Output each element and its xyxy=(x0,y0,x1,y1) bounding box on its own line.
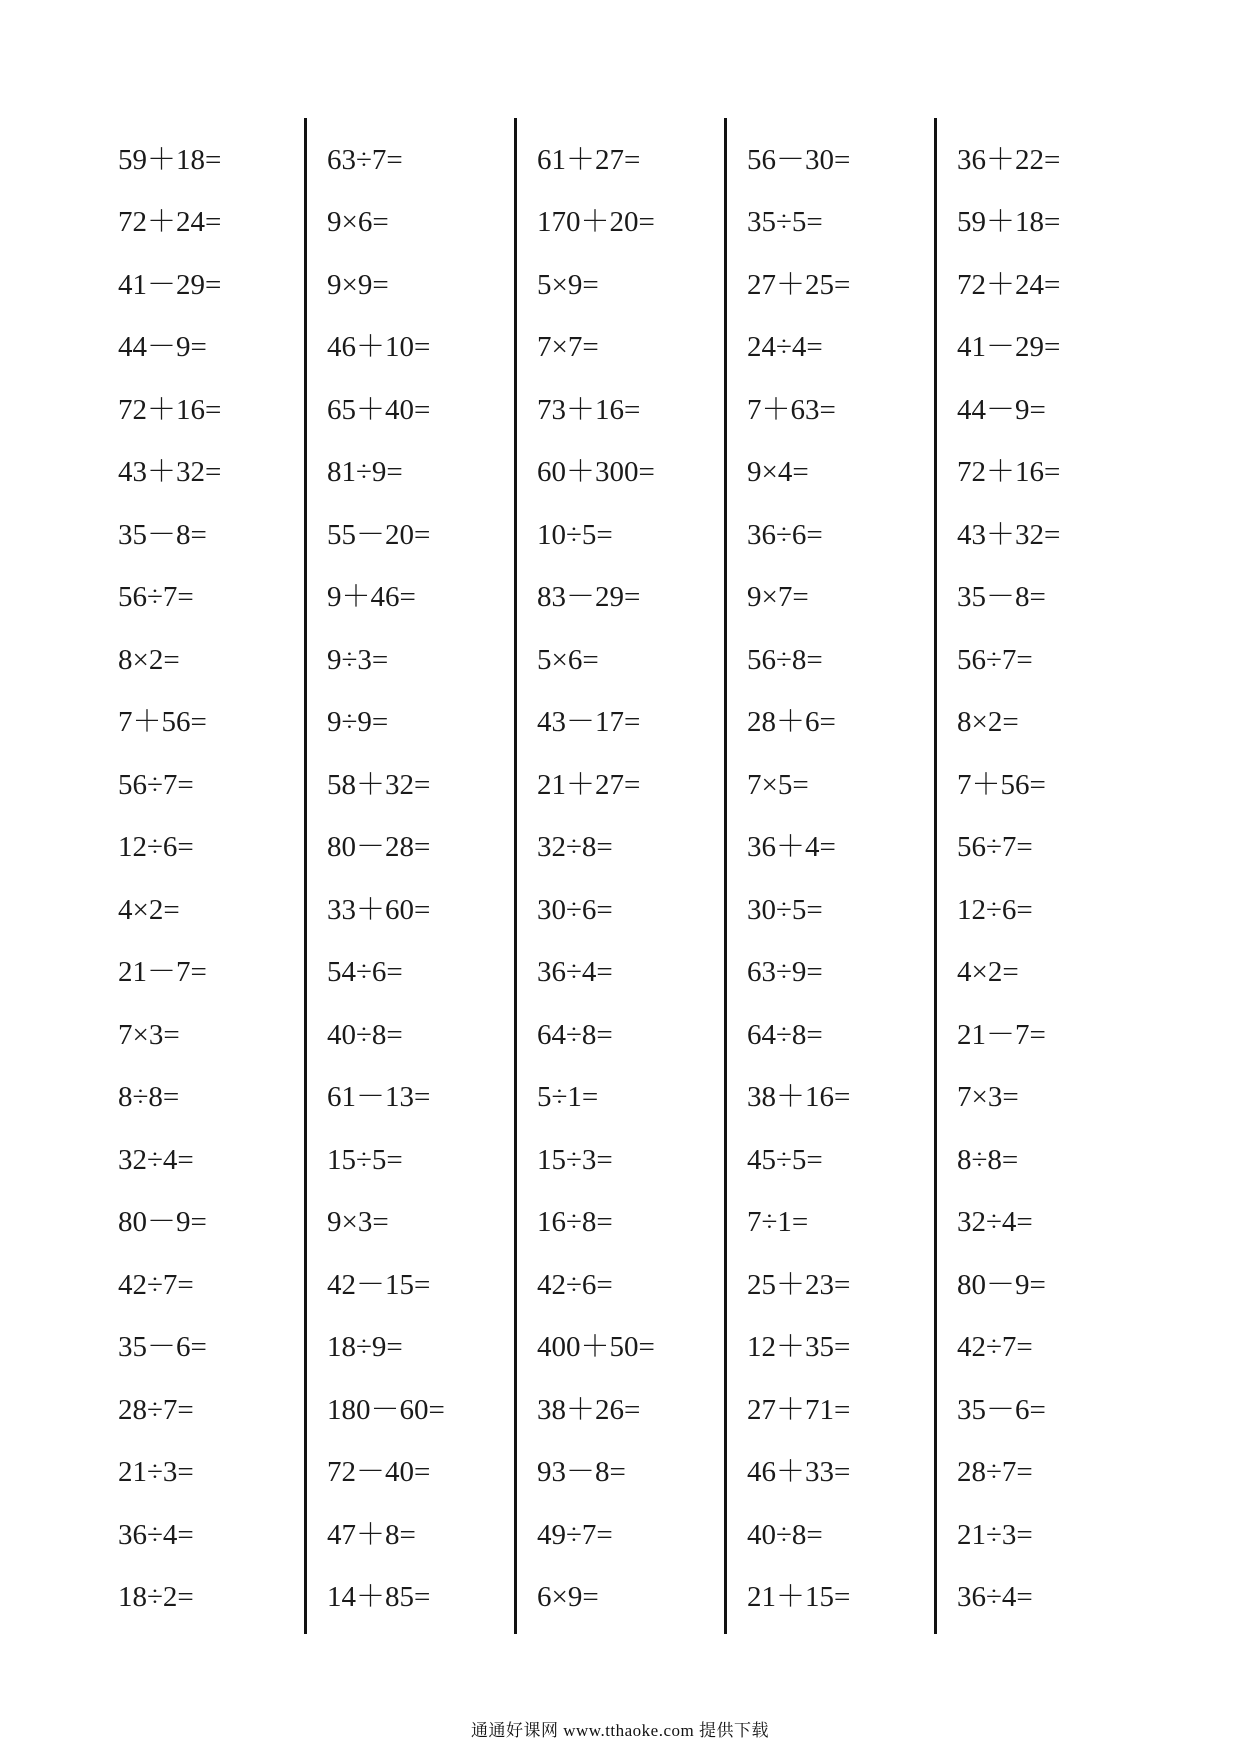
problem: 83－29= xyxy=(537,581,641,613)
problem: 43＋32= xyxy=(118,456,222,488)
problem: 47＋8= xyxy=(327,1519,416,1551)
problem: 42÷7= xyxy=(118,1269,194,1301)
problem: 61＋27= xyxy=(537,144,641,176)
problem: 15÷3= xyxy=(537,1144,613,1176)
problem: 41－29= xyxy=(118,269,222,301)
problem: 44－9= xyxy=(957,394,1046,426)
problem: 16÷8= xyxy=(537,1206,613,1238)
problem: 9×6= xyxy=(327,206,389,238)
problem: 35－8= xyxy=(957,581,1046,613)
problem: 72＋16= xyxy=(118,394,222,426)
problem: 56÷7= xyxy=(957,644,1033,676)
problem: 12÷6= xyxy=(957,894,1033,926)
problem: 93－8= xyxy=(537,1456,626,1488)
problem: 27＋25= xyxy=(747,269,851,301)
problem: 9×4= xyxy=(747,456,809,488)
problem: 9÷3= xyxy=(327,644,389,676)
problem: 15÷5= xyxy=(327,1144,403,1176)
problem: 64÷8= xyxy=(747,1019,823,1051)
problem: 30÷5= xyxy=(747,894,823,926)
problem: 55－20= xyxy=(327,519,431,551)
problem: 9×9= xyxy=(327,269,389,301)
problem: 21÷3= xyxy=(957,1519,1033,1551)
problem: 72＋24= xyxy=(118,206,222,238)
problem: 28÷7= xyxy=(957,1456,1033,1488)
problem: 58＋32= xyxy=(327,769,431,801)
problem: 72＋24= xyxy=(957,269,1061,301)
problem: 8÷8= xyxy=(957,1144,1019,1176)
problem: 36＋22= xyxy=(957,144,1061,176)
problem: 10÷5= xyxy=(537,519,613,551)
problem: 40÷8= xyxy=(747,1519,823,1551)
problem: 7×3= xyxy=(957,1081,1019,1113)
problem: 9×7= xyxy=(747,581,809,613)
column-divider xyxy=(304,118,307,1634)
problem: 36÷4= xyxy=(957,1581,1033,1613)
problem: 36÷4= xyxy=(537,956,613,988)
problem: 45÷5= xyxy=(747,1144,823,1176)
problem: 40÷8= xyxy=(327,1019,403,1051)
problem: 36＋4= xyxy=(747,831,836,863)
problem: 170＋20= xyxy=(537,206,655,238)
problem: 5×9= xyxy=(537,269,599,301)
problem: 400＋50= xyxy=(537,1331,655,1363)
column-divider xyxy=(514,118,517,1634)
problem: 56÷7= xyxy=(118,581,194,613)
problem: 7＋56= xyxy=(118,706,207,738)
problem: 28＋6= xyxy=(747,706,836,738)
problem: 7＋56= xyxy=(957,769,1046,801)
problem: 59＋18= xyxy=(118,144,222,176)
problem: 21－7= xyxy=(118,956,207,988)
problem: 180－60= xyxy=(327,1394,445,1426)
problem: 9＋46= xyxy=(327,581,416,613)
column-divider xyxy=(934,118,937,1634)
problem: 27＋71= xyxy=(747,1394,851,1426)
problem: 65＋40= xyxy=(327,394,431,426)
problem: 12÷6= xyxy=(118,831,194,863)
problem: 7×3= xyxy=(118,1019,180,1051)
problem: 14＋85= xyxy=(327,1581,431,1613)
problem: 28÷7= xyxy=(118,1394,194,1426)
problem: 38＋16= xyxy=(747,1081,851,1113)
column-divider xyxy=(724,118,727,1634)
problem: 46＋33= xyxy=(747,1456,851,1488)
problem: 7×5= xyxy=(747,769,809,801)
problem: 59＋18= xyxy=(957,206,1061,238)
problem: 80－9= xyxy=(957,1269,1046,1301)
problem: 36÷6= xyxy=(747,519,823,551)
problem: 81÷9= xyxy=(327,456,403,488)
problem: 9÷9= xyxy=(327,706,389,738)
problem: 5×6= xyxy=(537,644,599,676)
problem: 56÷7= xyxy=(957,831,1033,863)
problem: 25＋23= xyxy=(747,1269,851,1301)
problem: 18÷9= xyxy=(327,1331,403,1363)
problem: 73＋16= xyxy=(537,394,641,426)
problem: 43－17= xyxy=(537,706,641,738)
problem: 32÷4= xyxy=(118,1144,194,1176)
problem: 42－15= xyxy=(327,1269,431,1301)
problem: 4×2= xyxy=(957,956,1019,988)
problem: 38＋26= xyxy=(537,1394,641,1426)
problem: 21＋15= xyxy=(747,1581,851,1613)
problem: 64÷8= xyxy=(537,1019,613,1051)
problem: 35÷5= xyxy=(747,206,823,238)
problem: 7＋63= xyxy=(747,394,836,426)
problem: 35－6= xyxy=(957,1394,1046,1426)
problem: 21÷3= xyxy=(118,1456,194,1488)
problem: 56－30= xyxy=(747,144,851,176)
problem: 12＋35= xyxy=(747,1331,851,1363)
problem: 60＋300= xyxy=(537,456,655,488)
problem: 72＋16= xyxy=(957,456,1061,488)
problem: 54÷6= xyxy=(327,956,403,988)
problem: 56÷8= xyxy=(747,644,823,676)
problem: 63÷7= xyxy=(327,144,403,176)
problem: 9×3= xyxy=(327,1206,389,1238)
problem: 30÷6= xyxy=(537,894,613,926)
problem: 7÷1= xyxy=(747,1206,809,1238)
problem: 80－9= xyxy=(118,1206,207,1238)
problem: 4×2= xyxy=(118,894,180,926)
problem: 5÷1= xyxy=(537,1081,599,1113)
problem: 21－7= xyxy=(957,1019,1046,1051)
problem: 42÷7= xyxy=(957,1331,1033,1363)
problem: 18÷2= xyxy=(118,1581,194,1613)
problem: 80－28= xyxy=(327,831,431,863)
problem: 21＋27= xyxy=(537,769,641,801)
problem: 61－13= xyxy=(327,1081,431,1113)
problem: 32÷8= xyxy=(537,831,613,863)
problem: 49÷7= xyxy=(537,1519,613,1551)
problem: 8×2= xyxy=(957,706,1019,738)
problem: 36÷4= xyxy=(118,1519,194,1551)
problem: 42÷6= xyxy=(537,1269,613,1301)
problem: 72－40= xyxy=(327,1456,431,1488)
problem: 35－6= xyxy=(118,1331,207,1363)
problem: 56÷7= xyxy=(118,769,194,801)
problem: 43＋32= xyxy=(957,519,1061,551)
problem: 44－9= xyxy=(118,331,207,363)
problem: 46＋10= xyxy=(327,331,431,363)
problem: 41－29= xyxy=(957,331,1061,363)
footer-credit: 通通好课网 www.tthaoke.com 提供下载 xyxy=(470,1721,770,1740)
problem: 32÷4= xyxy=(957,1206,1033,1238)
problem: 7×7= xyxy=(537,331,599,363)
problem: 35－8= xyxy=(118,519,207,551)
problem: 33＋60= xyxy=(327,894,431,926)
problem: 24÷4= xyxy=(747,331,823,363)
problem: 8÷8= xyxy=(118,1081,180,1113)
problem: 6×9= xyxy=(537,1581,599,1613)
problem: 63÷9= xyxy=(747,956,823,988)
problem: 8×2= xyxy=(118,644,180,676)
